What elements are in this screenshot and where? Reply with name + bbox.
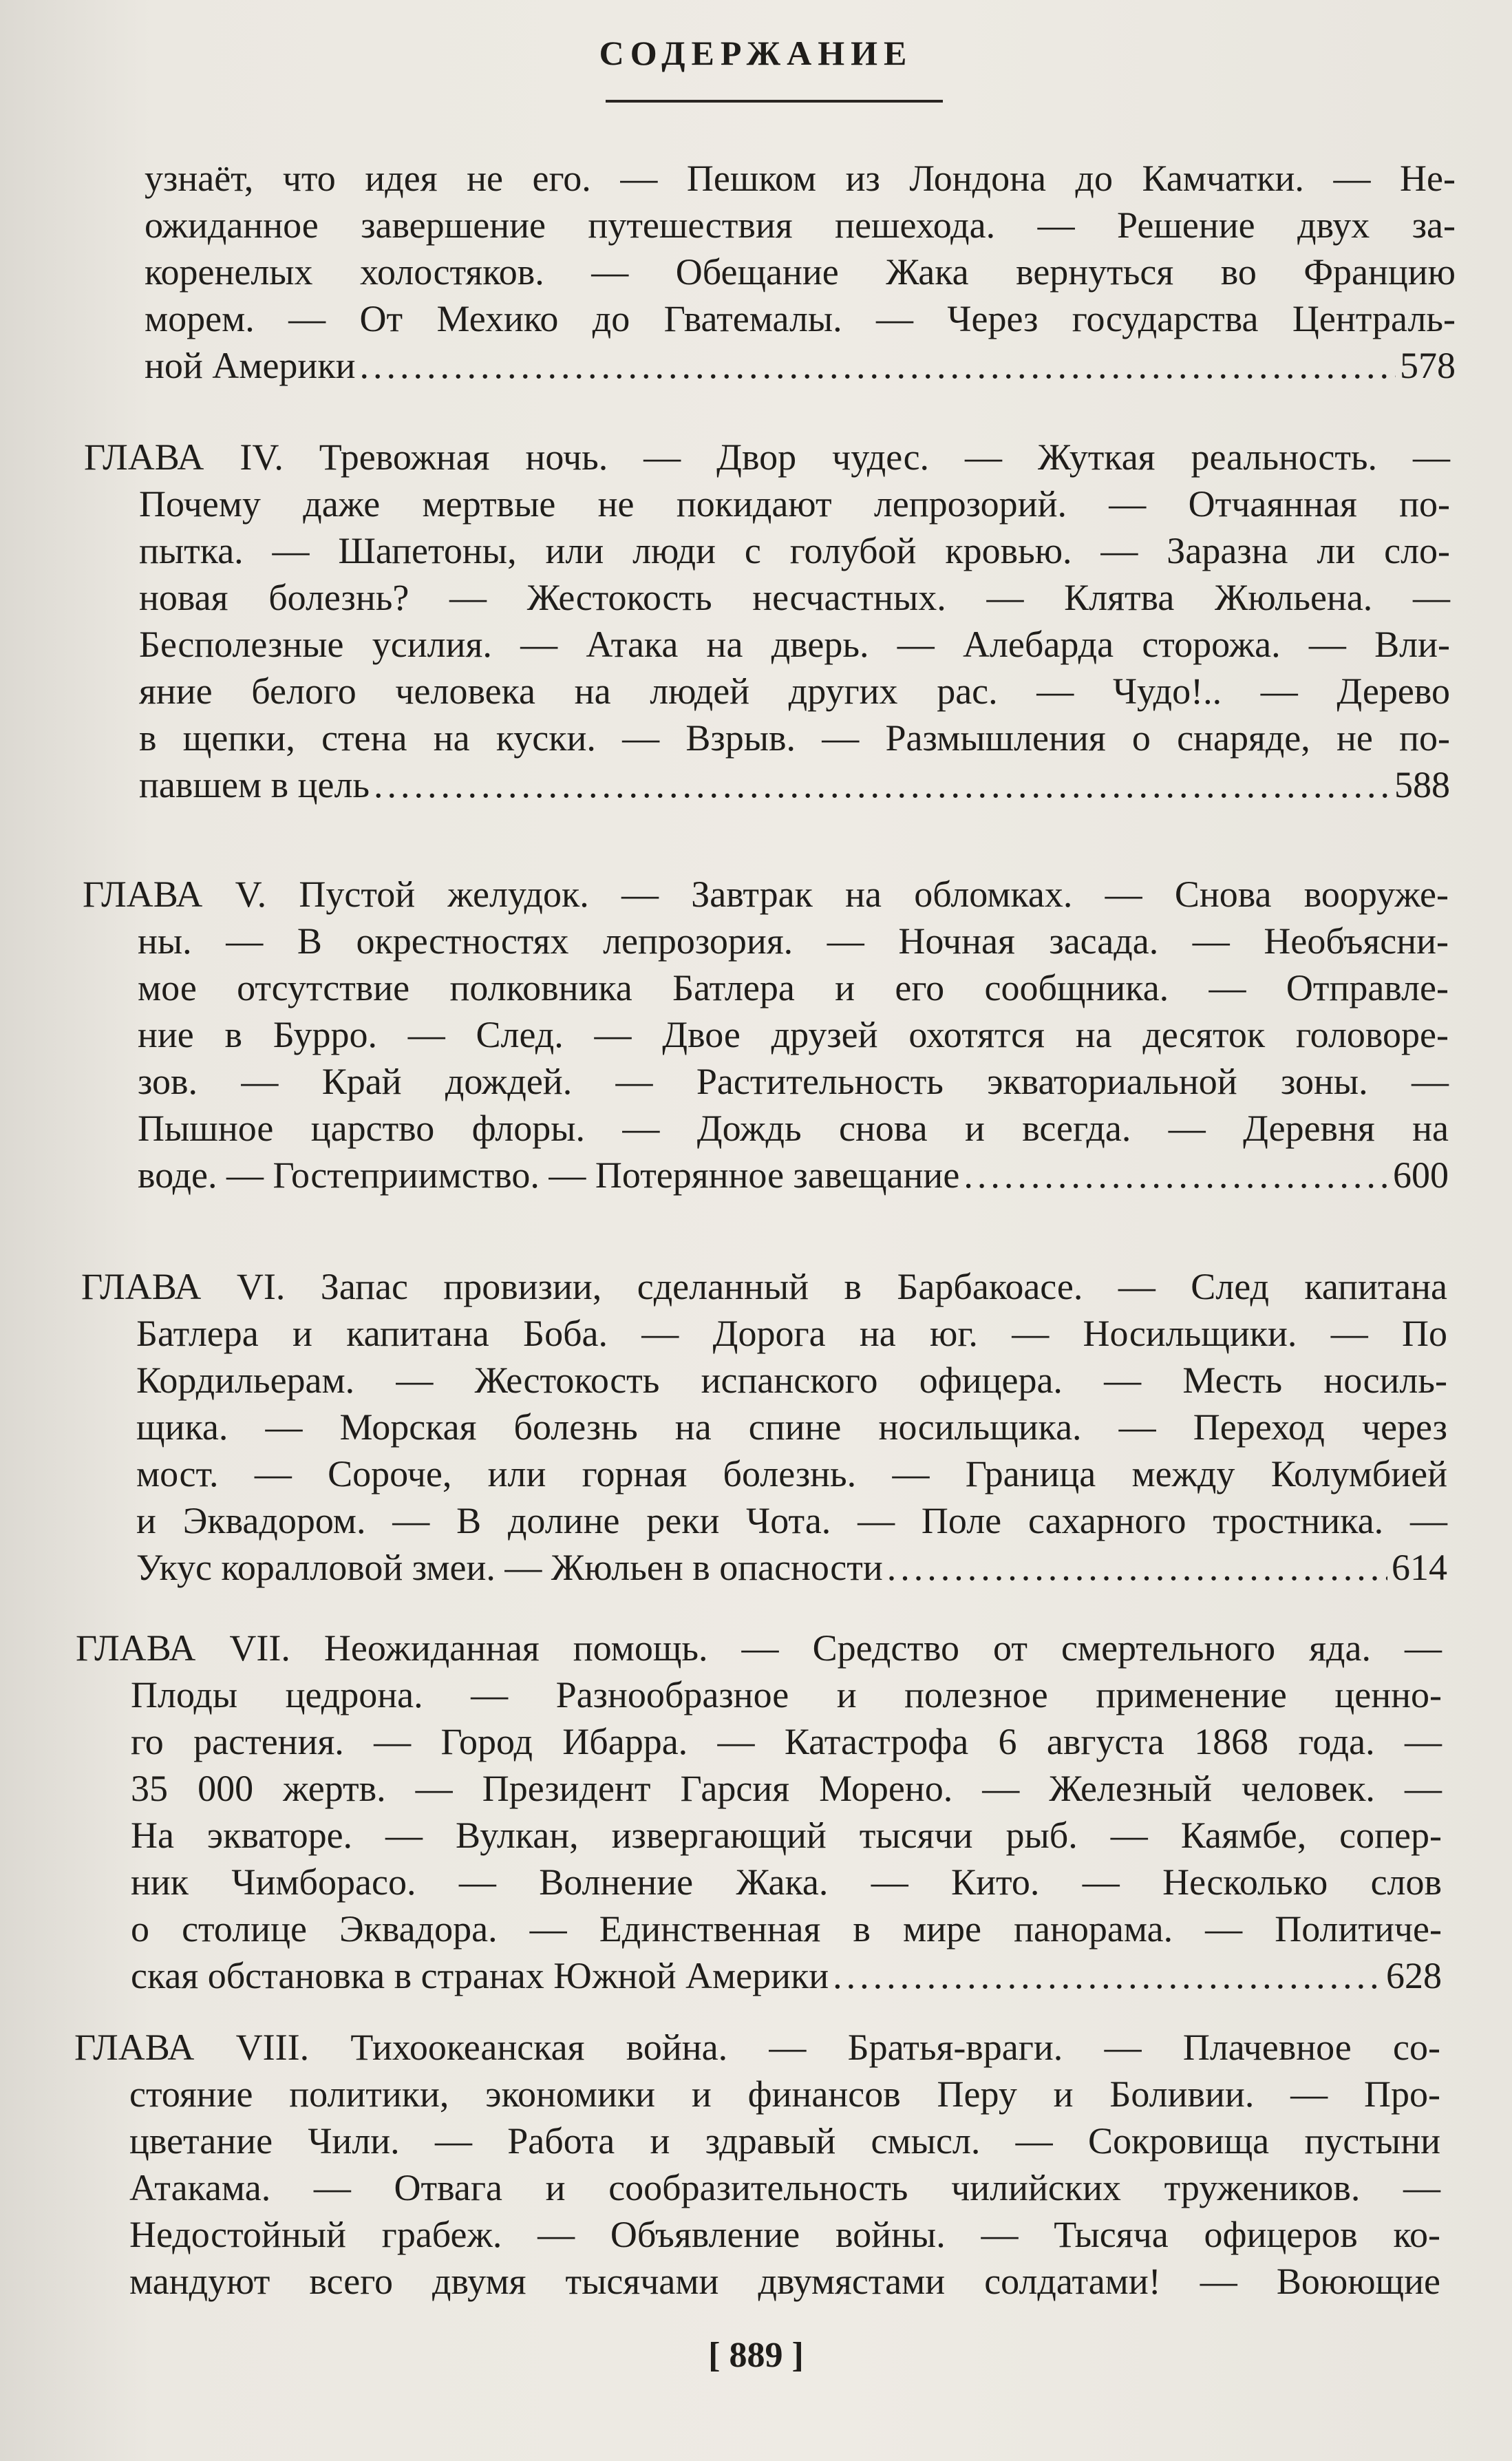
toc-line: 35 000 жертв. — Президент Гарсия Морено. — Железный человек. — <box>131 1768 1442 1809</box>
toc-line: ожиданное завершение путешествия пешехода. — Решение двух за- <box>145 204 1456 246</box>
dot-leader <box>963 1152 1389 1198</box>
dot-leader <box>359 342 1396 389</box>
dot-leader <box>374 761 1390 808</box>
toc-line: стояние политики, экономики и финансов Перу и Боливии. — Про- <box>129 2073 1440 2115</box>
toc-entry <box>83 871 1449 1198</box>
toc-line: Недостойный грабеж. — Объявление войны. — Тысяча офицеров ко- <box>129 2214 1440 2255</box>
toc-line: Пышное царство флоры. — Дождь снова и всегда. — Деревня на <box>138 1108 1449 1149</box>
dot-leader <box>887 1544 1387 1591</box>
toc-page-number: 614 <box>1392 1547 1447 1588</box>
toc-line: ник Чимборасо. — Волнение Жака. — Кито. — Несколько слов <box>131 1861 1442 1903</box>
toc-line: о столице Эквадора. — Единственная в мире панорама. — Политиче- <box>131 1908 1442 1950</box>
toc-line: яние белого человека на людей других рас. — Чудо!.. — Дерево <box>139 670 1450 712</box>
toc-line: ны. — В окрестностях лепрозория. — Ночная засада. — Необъясни- <box>138 920 1449 962</box>
toc-line: Батлера и капитана Боба. — Дорога на юг. — Носильщики. — По <box>136 1313 1447 1354</box>
toc-line: мое отсутствие полковника Батлера и его сообщника. — Отправле- <box>138 967 1449 1008</box>
toc-line-with-page <box>84 761 1450 808</box>
toc-line: ГЛАВА IV. Тревожная ночь. — Двор чудес. — Жуткая реальность. — <box>84 436 1450 478</box>
toc-line: Атакама. — Отвага и сообразительность чилийских тружеников. — <box>129 2167 1440 2208</box>
toc-line: Почему даже мертвые не покидают лепрозорий. — Отчаянная по- <box>139 483 1450 525</box>
toc-line: ной Америки <box>145 345 356 386</box>
toc-line: мандуют всего двумя тысячами двумястами солдатами! — Воюющие <box>129 2261 1440 2302</box>
toc-line: цветание Чили. — Работа и здравый смысл. — Сокровища пустыни <box>129 2120 1440 2162</box>
toc-entry <box>84 434 1450 808</box>
toc-page-number: 578 <box>1400 345 1456 386</box>
toc-entry <box>76 1625 1442 1999</box>
toc-line: ГЛАВА V. Пустой желудок. — Завтрак на обломках. — Снова вооруже- <box>83 874 1449 915</box>
toc-line: в щепки, стена на куски. — Взрыв. — Размышления о снаряде, не по- <box>139 717 1450 759</box>
toc-line: ние в Бурро. — След. — Двое друзей охотятся на десяток головоре- <box>138 1014 1449 1055</box>
toc-line: ГЛАВА VII. Неожиданная помощь. — Средство от смертельного яда. — <box>76 1627 1442 1669</box>
toc-entry <box>89 155 1456 389</box>
toc-line-with-page <box>83 1152 1449 1198</box>
toc-line-with-page <box>76 1952 1442 1999</box>
toc-line: морем. — От Мехико до Гватемалы. — Через государства Централь- <box>145 298 1456 339</box>
toc-entry <box>81 1263 1447 1591</box>
toc-page-number: 588 <box>1394 764 1450 805</box>
toc-entry <box>74 2024 1440 2305</box>
header-divider <box>606 100 943 103</box>
page-header: СОДЕРЖАНИЕ <box>599 34 913 72</box>
toc-line: узнаёт, что идея не его. — Пешком из Лондона до Камчатки. — Не- <box>145 158 1456 199</box>
toc-line: Кордильерам. — Жестокость испанского офицера. — Месть носиль- <box>136 1360 1447 1401</box>
toc-line: и Эквадором. — В долине реки Чота. — Поле сахарного тростника. — <box>136 1500 1447 1541</box>
toc-page-number: 628 <box>1386 1955 1442 1996</box>
toc-line: ская обстановка в странах Южной Америки <box>131 1955 829 1996</box>
toc-line: ГЛАВА VI. Запас провизии, сделанный в Барбакоасе. — След капитана <box>81 1266 1447 1307</box>
toc-line: пытка. — Шапетоны, или люди с голубой кровью. — Заразна ли сло- <box>139 530 1450 571</box>
toc-page-number: 600 <box>1393 1154 1449 1196</box>
toc-line: павшем в цель <box>139 764 370 805</box>
toc-line: щика. — Морская болезнь на спине носильщика. — Переход через <box>136 1406 1447 1448</box>
toc-line: коренелых холостяков. — Обещание Жака вернуться во Францию <box>145 251 1456 293</box>
toc-line: мост. — Сороче, или горная болезнь. — Граница между Колумбией <box>136 1453 1447 1494</box>
toc-line: Бесполезные усилия. — Атака на дверь. — Алебарда сторожа. — Вли- <box>139 624 1450 665</box>
dot-leader <box>833 1952 1382 1999</box>
toc-line: воде. — Гостеприимство. — Потерянное завещание <box>138 1154 960 1196</box>
toc-line: Укус коралловой змеи. — Жюльен в опасности <box>136 1547 883 1588</box>
toc-line-with-page <box>81 1544 1447 1591</box>
toc-line-with-page <box>89 342 1456 389</box>
toc-line: зов. — Край дождей. — Растительность экваториальной зоны. — <box>138 1061 1449 1102</box>
toc-line: ГЛАВА VIII. Тихоокеанская война. — Братья-враги. — Плачевное со- <box>74 2027 1440 2068</box>
toc-line: На экваторе. — Вулкан, извергающий тысячи рыб. — Каямбе, сопер- <box>131 1815 1442 1856</box>
toc-line: го растения. — Город Ибарра. — Катастрофа 6 августа 1868 года. — <box>131 1721 1442 1762</box>
toc-line: новая болезнь? — Жестокость несчастных. — Клятва Жюльена. — <box>139 577 1450 618</box>
toc-line: Плоды цедрона. — Разнообразное и полезное применение ценно- <box>131 1674 1442 1715</box>
page-number: [ 889 ] <box>708 2336 804 2375</box>
